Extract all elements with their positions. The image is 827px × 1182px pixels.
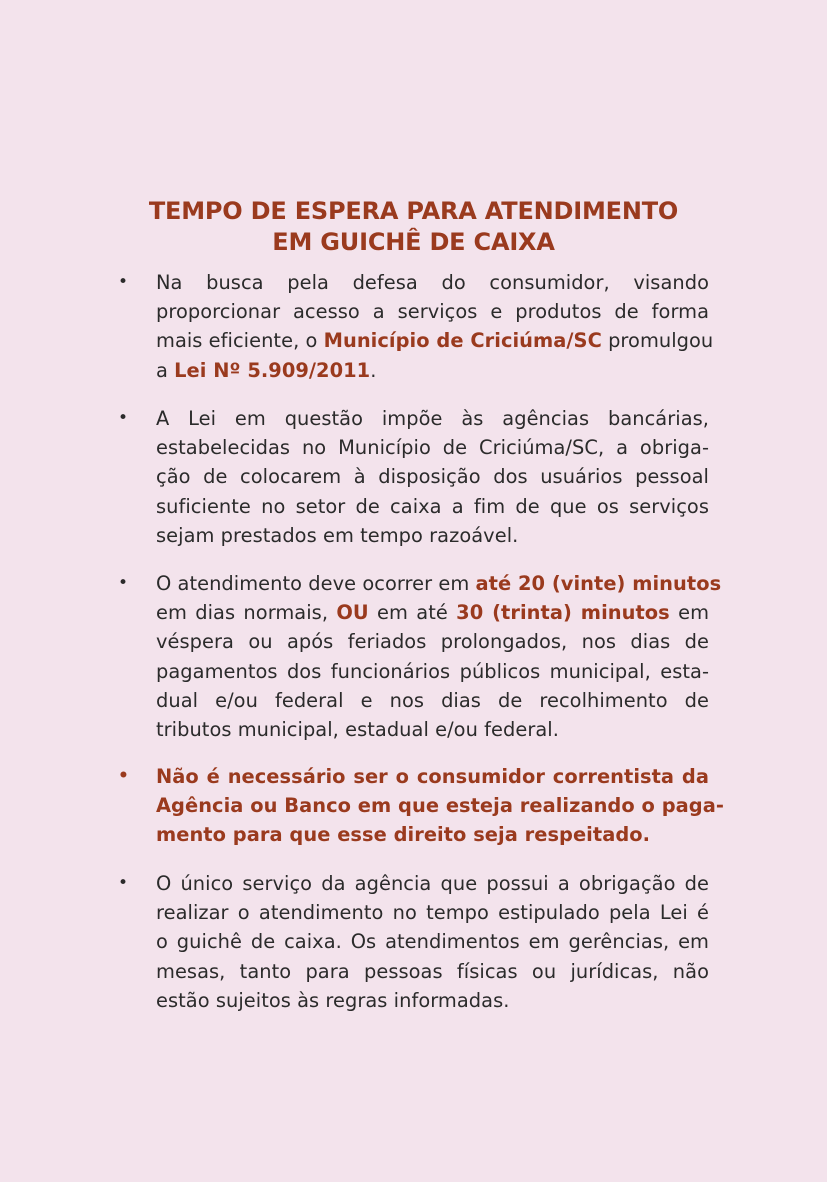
highlight-municipality: Município de Criciúma/SC [323, 329, 602, 353]
list-item-text [156, 569, 722, 744]
highlight-20-minutes: até 20 (vinte) minutos [475, 572, 722, 595]
text-line: estabelecidas no Município de Criciúma/SC, a obriga- [156, 436, 709, 460]
list-item-text [156, 869, 709, 1015]
page-title [0, 196, 827, 258]
highlight-30-minutes: 30 (trinta) minutos [456, 601, 670, 625]
text-line: o guichê de caixa. Os atendimentos em gerências, em [156, 930, 709, 954]
text-line: proporcionar acesso a serviços e produtos de forma [156, 300, 709, 324]
list-item-text [156, 268, 714, 385]
text-line: dual e/ou federal e nos dias de recolhimento de [156, 688, 709, 712]
highlight-ou: OU [336, 601, 369, 625]
bullet: • [118, 408, 129, 428]
bullet: • [118, 272, 129, 292]
text-line: pagamentos dos funcionários públicos municipal, esta- [156, 659, 709, 683]
text-line: O atendimento deve ocorrer em até 20 (vinte) minutos [156, 572, 722, 595]
text-line: A Lei em questão impõe às agências bancárias, [156, 407, 709, 430]
text-line: mesas, tanto para pessoas físicas ou jurídicas, não [156, 959, 709, 983]
text-line: Na busca pela defesa do consumidor, visando [156, 271, 709, 294]
text-line: mento para que esse direito seja respeitado. [156, 823, 651, 847]
bullet: • [118, 766, 129, 786]
text-line: ção de colocarem à disposição dos usuários pessoal [156, 465, 709, 489]
title-line-2: EM GUICHÊ DE CAIXA [272, 228, 555, 256]
text-line: sejam prestados em tempo razoável. [156, 523, 519, 547]
text-line: em dias normais, OU em até 30 (trinta) minutos em [156, 601, 710, 625]
bullet: • [118, 573, 129, 593]
text-line: O único serviço da agência que possui a obrigação de [156, 872, 709, 895]
list-item-text [156, 762, 724, 850]
text-line: suficiente no setor de caixa a fim de que os serviços [156, 494, 709, 518]
text-line: a Lei Nº 5.909/2011. [156, 358, 377, 382]
title-line-1: TEMPO DE ESPERA PARA ATENDIMENTO [148, 197, 679, 225]
text-line: estão sujeitos às regras informadas. [156, 988, 510, 1012]
bullet: • [118, 873, 129, 893]
text-line: Não é necessário ser o consumidor correntista da [156, 765, 709, 788]
highlight-law-number: Lei Nº 5.909/2011 [174, 358, 371, 382]
text-line: realizar o atendimento no tempo estipulado pela Lei é [156, 901, 709, 925]
text-line: Agência ou Banco em que esteja realizando o paga- [156, 794, 724, 818]
text-line: tributos municipal, estadual e/ou federal. [156, 718, 559, 742]
list-item-text [156, 404, 709, 550]
text-line: mais eficiente, o Município de Criciúma/SC promulgou [156, 329, 714, 353]
text-line: véspera ou após feriados prolongados, nos dias de [156, 630, 709, 654]
